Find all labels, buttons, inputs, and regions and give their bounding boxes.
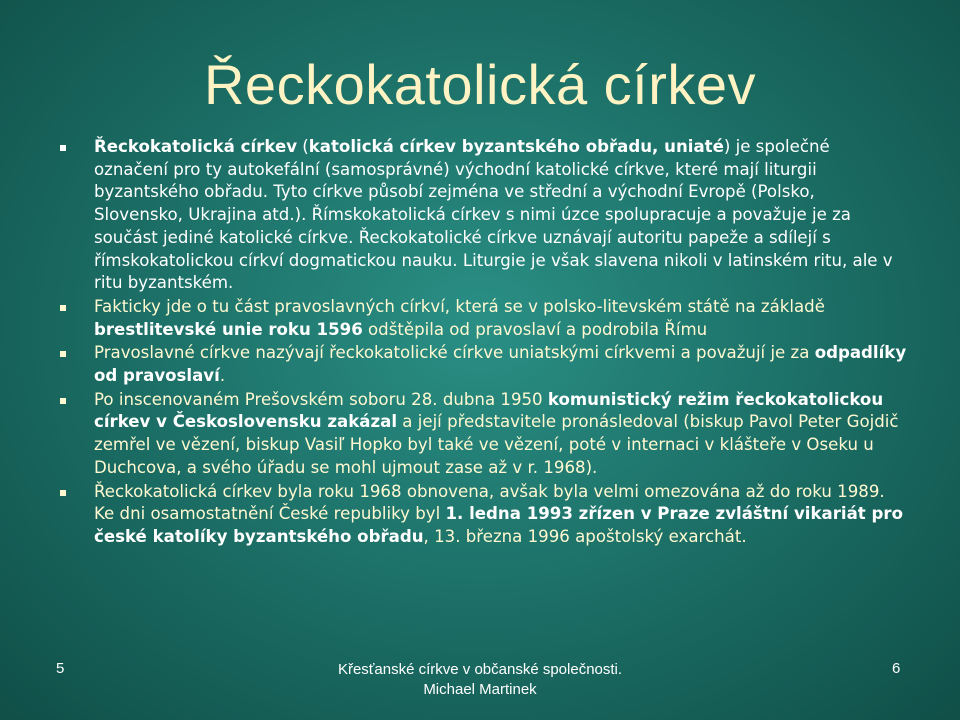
text-segment: , 13. března 1996 apoštolský exarchát.: [423, 526, 747, 546]
slide-number: 6: [892, 660, 901, 677]
square-bullet-icon: [60, 351, 66, 357]
text-segment: Fakticky jde o tu část pravoslavných církví, která se v polsko-litevském státě na základě: [94, 296, 825, 316]
footer-left-number: 5: [56, 660, 65, 677]
bullet-item-3: [58, 342, 908, 387]
text-segment: .: [219, 366, 226, 386]
footer-course-title: Křesťanské církve v občanské společnosti.: [337, 661, 623, 678]
text-segment: katolická církev byzantského obřadu, uniaté: [308, 137, 724, 156]
footer-center: [0, 660, 960, 700]
text-segment: Řeckokatolická církev: [94, 137, 298, 156]
text-segment: komunistický režim řeckokatolickou církev v Československu zakázal: [94, 389, 884, 432]
square-bullet-icon: [60, 145, 66, 151]
bullet-item-2: [58, 296, 908, 341]
text-segment: Pravoslavné církve nazývají řeckokatolické církve uniatskými církvemi a považují je za: [94, 343, 815, 363]
square-bullet-icon: [60, 398, 66, 404]
bullet-item-4: [58, 389, 908, 480]
text-segment: ) je společné označení pro ty autokefální (samosprávné) východní katolické církve, které mají liturgii byzantského obřadu. Tyto církve působí zejména ve střední a východní Evropě (Polsko, Slovensko, Ukrajina atd.). Římskokatolická církev s nimi úzce spolupracuje a považuje je za součást jediné katolické církve. Řeckokatolické církve uznávají autoritu papeže a sdílejí s římskokatolickou církví dogmatickou nauku. Liturgie je však slavena nikoli v latinském ritu, ale v ritu byzantském.: [94, 137, 893, 293]
text-segment: 1. ledna 1993 zřízen v Praze zvláštní vikariát pro české katolíky byzantského obřadu: [94, 504, 903, 546]
text-segment: Řeckokatolická církev byla roku 1968 obnovena, avšak byla velmi omezována až do roku 1989. Ke dni osamostatnění České republiky byl: [94, 481, 885, 524]
bullet-item-1: [58, 136, 908, 295]
bullet-list: [58, 136, 908, 549]
text-segment: odpadlíky od pravoslaví: [94, 343, 907, 386]
bullet-item-5: [58, 481, 908, 549]
square-bullet-icon: [60, 305, 66, 311]
text-segment: brestlitevské unie roku 1596: [94, 319, 363, 339]
text-segment: a její představitele pronásledoval (biskup Pavol Peter Gojdič zemřel ve vězení, biskup Vasiľ Hopko byl také ve vězení, poté v internaci v klášteře v Oseku u Duchcova, a svého úřadu se mohl ujmout zase až v r. 1968).: [94, 412, 899, 477]
text-segment: Po inscenovaném Prešovském soboru 28. dubna 1950: [94, 389, 548, 409]
text-segment: odštěpila od pravoslaví a podrobila Římu: [362, 319, 708, 339]
slide-title: Řeckokatolická církev: [203, 53, 756, 116]
text-segment: (: [297, 137, 309, 156]
square-bullet-icon: [60, 490, 66, 496]
footer-author: Michael Martinek: [423, 681, 537, 698]
